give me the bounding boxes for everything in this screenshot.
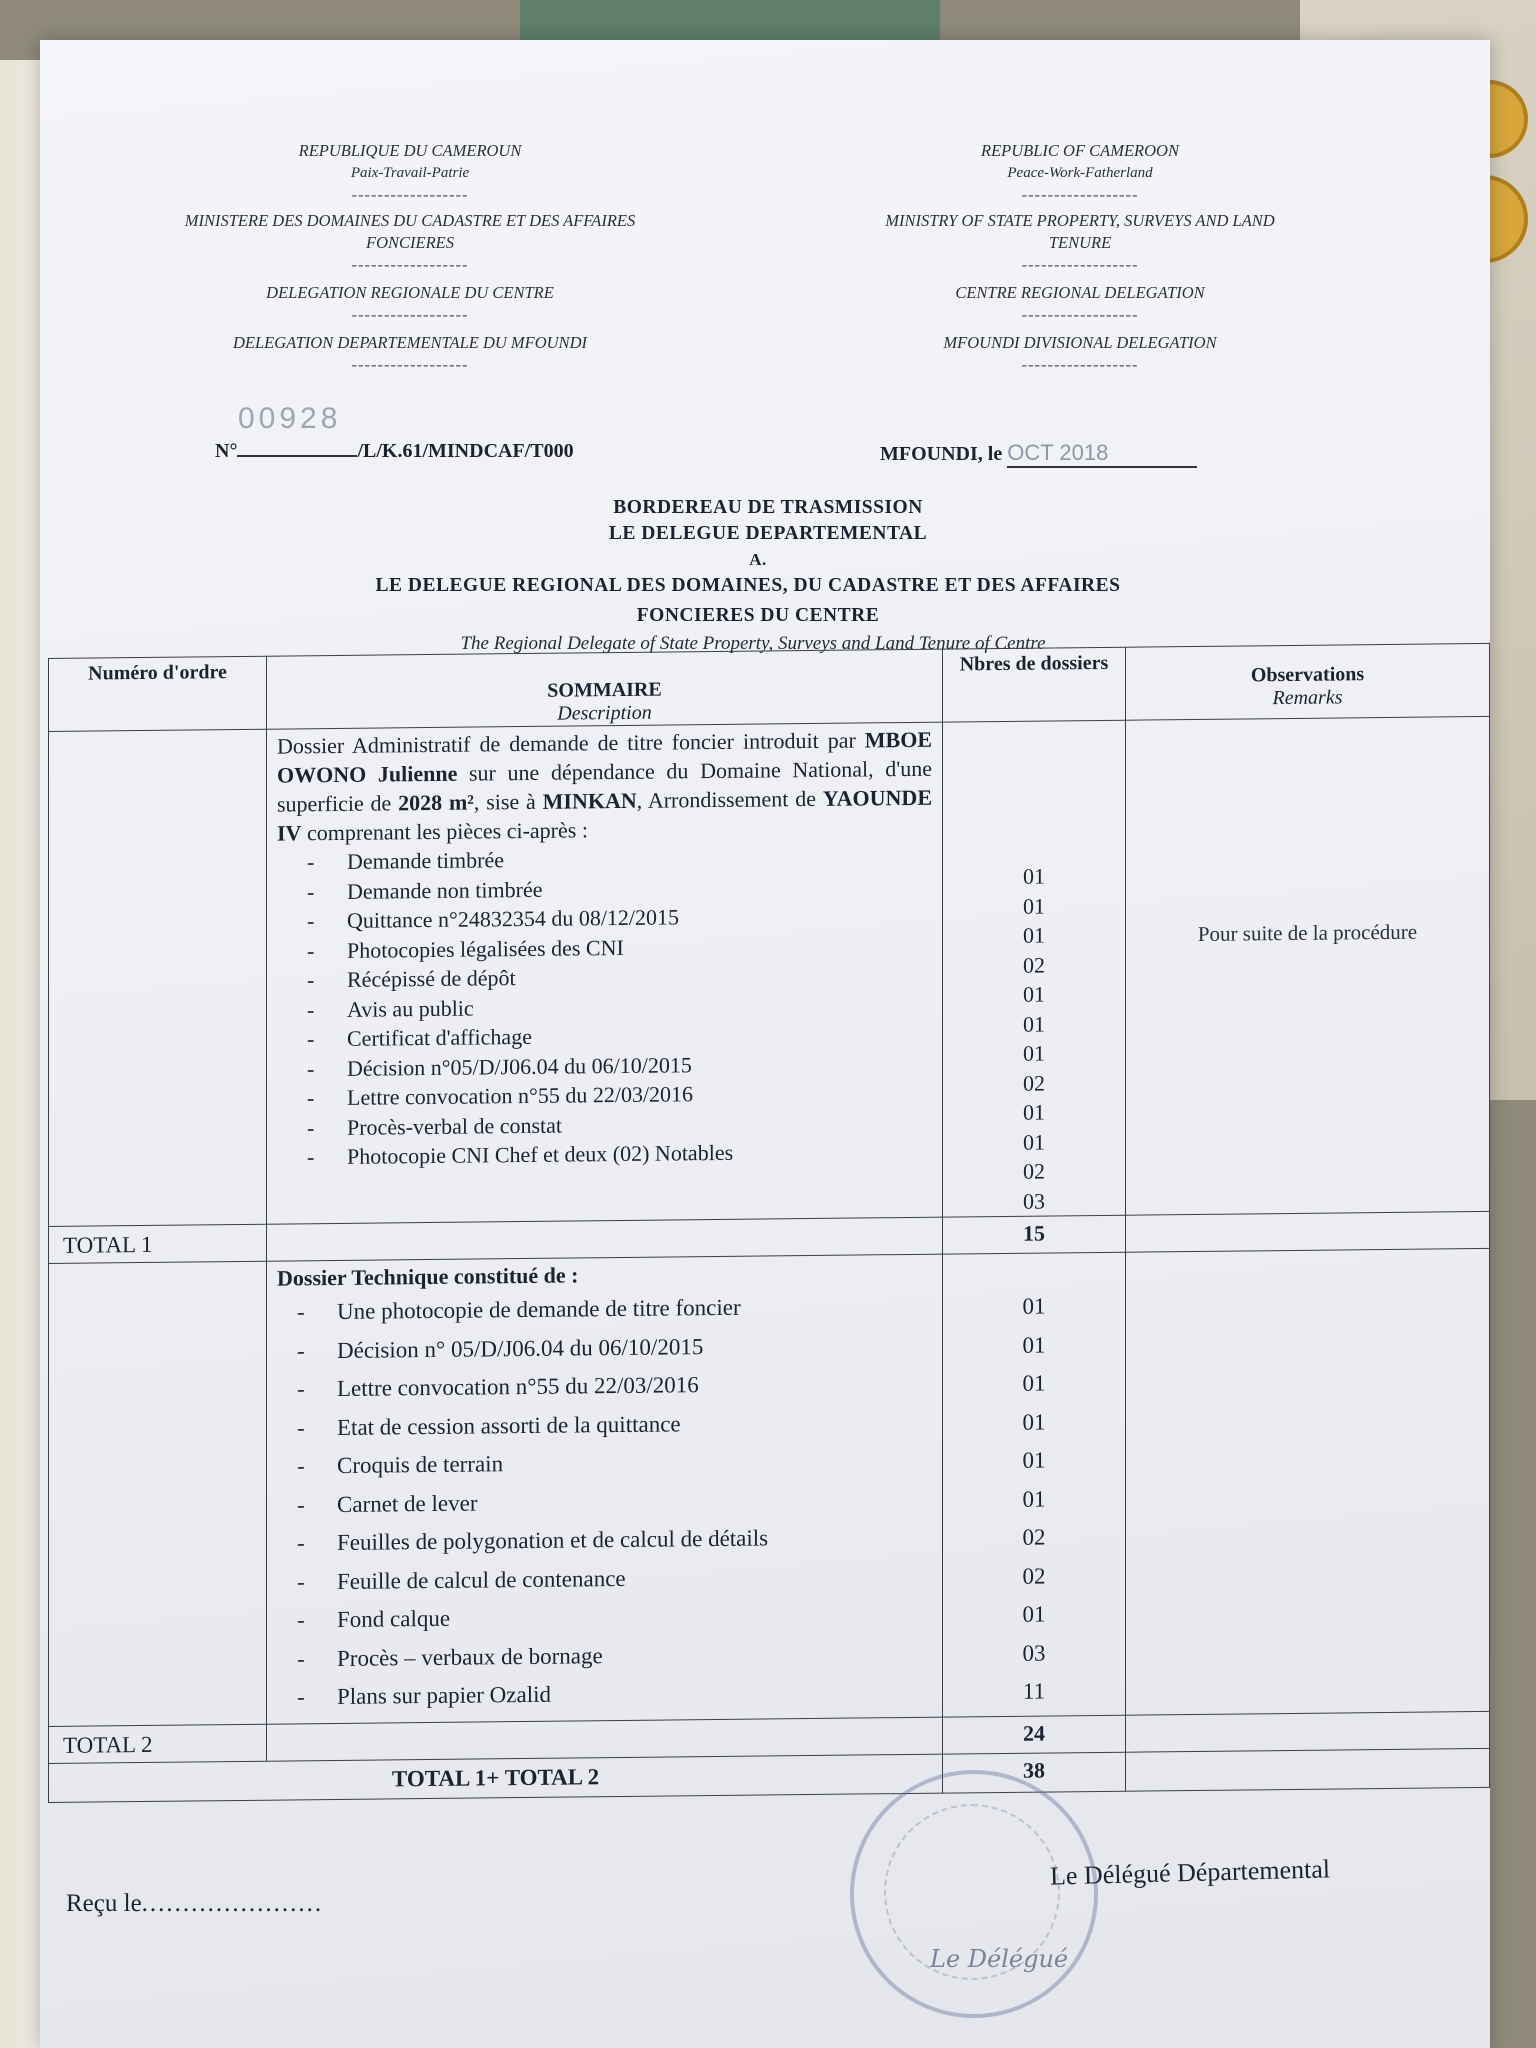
section-1-items	[267, 841, 942, 1179]
departmental-delegation-fr: DELEGATION DEPARTEMENTALE DU MFOUNDI	[233, 333, 587, 352]
count-header: Nbres de dossiers	[943, 647, 1126, 722]
heading-subtitle: The Regional Delegate of State Property, Surveys and Land Tenure of Centre	[460, 633, 1046, 654]
count-value: 11	[1022, 1678, 1046, 1704]
separator: ------------------	[351, 185, 469, 204]
reference-prefix: N°	[215, 440, 238, 462]
section-1-row	[49, 716, 1490, 1226]
list-item: - Photocopie CNI Chef et deux (02) Notables	[307, 1136, 942, 1172]
count-value: 01	[1023, 922, 1045, 948]
count-value: 02	[1023, 952, 1045, 978]
count-value: 01	[1022, 1293, 1046, 1319]
grand-total-obs	[1126, 1748, 1490, 1791]
heading-line-1: BORDEREAU DE TRASMISSION	[613, 497, 923, 518]
list-item: - Procès – verbaux de bornage	[297, 1633, 942, 1678]
handwritten-number: 00928	[238, 402, 342, 435]
received-dots: ......................	[141, 1890, 324, 1917]
divisional-delegation-en: MFOUNDI DIVISIONAL DELEGATION	[943, 333, 1217, 352]
separator: ------------------	[1021, 355, 1139, 374]
observation-cell: Pour suite de la procédure	[1126, 716, 1490, 1215]
intro-text: comprenant les pièces ci-après :	[301, 817, 588, 846]
section-2-obs	[1126, 1248, 1490, 1714]
received-line	[66, 1890, 323, 1918]
list-item: - Carnet de lever	[297, 1479, 942, 1524]
list-item: - Certificat d'affichage	[307, 1018, 942, 1054]
count-value: 01	[1023, 893, 1045, 919]
heading-line-5: FONCIERES DU CENTRE	[636, 605, 880, 626]
grand-total-value: 38	[943, 1752, 1126, 1793]
reference-suffix: /L/K.61/MINDCAF/T000	[357, 440, 574, 462]
signature: Le Délégué	[930, 1945, 1069, 1973]
intro-text: sur une dépendance du Domaine National, d'une superficie de	[277, 755, 932, 817]
list-item: - Photocopies légalisées des CNI	[307, 929, 942, 965]
count-value: 01	[1022, 1447, 1046, 1473]
separator: ------------------	[1021, 255, 1139, 274]
list-item: - Lettre convocation n°55 du 22/03/2016	[307, 1077, 942, 1113]
count-value: 03	[1022, 1640, 1046, 1666]
regional-delegation-fr: DELEGATION REGIONALE DU CENTRE	[266, 283, 554, 302]
list-item: - Récépissé de dépôt	[307, 959, 942, 995]
heading-line-4: LE DELEGUE REGIONAL DES DOMAINES, DU CADASTRE ET DES AFFAIRES	[375, 575, 1121, 596]
intro-text: , sise à	[473, 788, 543, 815]
applicant-name: MBOE OWONO Julienne	[277, 726, 932, 788]
received-label: Reçu le	[66, 1890, 142, 1917]
country-en: REPUBLIC OF CAMEROON	[981, 141, 1179, 160]
separator: ------------------	[1021, 185, 1139, 204]
count-value: 02	[1022, 1563, 1046, 1589]
signatory-title: Le Délégué Départemental	[1049, 1854, 1331, 1891]
district-name: YAOUNDE IV	[277, 784, 932, 846]
list-item: - Quittance n°24832354 du 08/12/2015	[307, 900, 942, 936]
total-2-value: 24	[943, 1715, 1126, 1754]
country-fr: REPUBLIQUE DU CAMEROUN	[298, 141, 522, 160]
intro-text: Dossier Administratif de demande de titre foncier introduit par	[277, 727, 865, 759]
summary-header	[267, 649, 943, 729]
count-value: 01	[1023, 1011, 1045, 1037]
observations-label: Observations	[1250, 663, 1365, 687]
count-value: 01	[1023, 1099, 1045, 1125]
land-area: 2028 m²	[398, 789, 474, 816]
count-value: 01	[1022, 1332, 1046, 1358]
separator: ------------------	[351, 355, 469, 374]
list-item: - Fond calque	[297, 1595, 942, 1640]
heading-line-2: LE DELEGUE DEPARTEMENTAL	[608, 523, 928, 544]
section-1-description	[267, 722, 943, 1224]
ministry-en: MINISTRY OF STATE PROPERTY, SURVEYS AND LAND TENURE	[885, 211, 1275, 252]
section-1-counts	[943, 720, 1126, 1217]
section-2-description	[267, 1254, 943, 1724]
count-value: 02	[1023, 1158, 1045, 1184]
list-item: - Plans sur papier Ozalid	[297, 1672, 942, 1717]
heading-line-3: A.	[749, 550, 767, 569]
transmission-table	[48, 643, 1490, 1803]
header-right	[880, 140, 1280, 376]
count-value: 02	[1022, 1524, 1046, 1550]
reference-blank	[237, 455, 357, 457]
count-value: 01	[1022, 1409, 1046, 1435]
section-2-heading: Dossier Technique constitué de :	[277, 1262, 579, 1291]
observations-header	[1126, 643, 1490, 720]
header-left	[150, 140, 670, 376]
order-cell	[49, 1261, 267, 1726]
count-value: 01	[1023, 1129, 1045, 1155]
list-item: - Décision n° 05/D/J06.04 du 06/10/2015	[297, 1325, 942, 1370]
list-item: - Procès-verbal de constat	[307, 1106, 942, 1142]
stamped-date: OCT 2018	[1007, 440, 1197, 468]
place-date-label: MFOUNDI, le	[880, 443, 1003, 465]
count-value: 01	[1022, 1370, 1046, 1396]
total-2-obs	[1126, 1711, 1490, 1752]
total-1-value: 15	[943, 1215, 1126, 1254]
list-item: - Avis au public	[307, 988, 942, 1024]
order-number-header: Numéro d'ordre	[49, 656, 267, 731]
reference-number	[215, 440, 574, 463]
green-book	[520, 0, 940, 40]
separator: ------------------	[351, 305, 469, 324]
section-1-intro	[267, 723, 942, 848]
list-item: - Feuille de calcul de contenance	[297, 1556, 942, 1601]
list-item: - Demande timbrée	[307, 841, 942, 877]
regional-delegation-en: CENTRE REGIONAL DELEGATION	[955, 283, 1205, 302]
observations-sub: Remarks	[1272, 686, 1343, 710]
land-place: MINKAN	[542, 787, 637, 814]
summary-label: SOMMAIRE	[547, 678, 662, 702]
intro-text: , Arrondissement de	[636, 785, 823, 813]
list-item: - Une photocopie de demande de titre foncier	[297, 1287, 942, 1332]
ministry-fr: MINISTERE DES DOMAINES DU CADASTRE ET DES AFFAIRES FONCIERES	[184, 211, 636, 252]
list-item: - Lettre convocation n°55 du 22/03/2016	[297, 1364, 942, 1409]
section-2-counts	[943, 1252, 1126, 1716]
total-1-label: TOTAL 1	[49, 1224, 267, 1263]
total-2-label: TOTAL 2	[49, 1724, 267, 1763]
section-2-row	[49, 1248, 1490, 1726]
grand-total-label: TOTAL 1+ TOTAL 2	[49, 1754, 943, 1802]
count-value: 01	[1023, 863, 1045, 889]
order-cell	[49, 729, 267, 1226]
count-value: 01	[1022, 1486, 1046, 1512]
official-stamp	[850, 1770, 1098, 2018]
count-value: 02	[1023, 1070, 1045, 1096]
place-date	[880, 440, 1197, 468]
separator: ------------------	[351, 255, 469, 274]
list-item: - Feuilles de polygonation et de calcul de détails	[297, 1518, 942, 1563]
count-value: 01	[1022, 1601, 1046, 1627]
list-item: - Décision n°05/D/J06.04 du 06/10/2015	[307, 1047, 942, 1083]
count-value: 03	[1023, 1188, 1045, 1214]
count-value: 01	[1023, 981, 1045, 1007]
list-item: - Croquis de terrain	[297, 1441, 942, 1486]
motto-fr: Paix-Travail-Patrie	[350, 165, 470, 181]
separator: ------------------	[1021, 305, 1139, 324]
list-item: - Demande non timbrée	[307, 870, 942, 906]
list-item: - Etat de cession assorti de la quittance	[297, 1402, 942, 1447]
summary-sub: Description	[557, 701, 652, 725]
total-1-obs	[1126, 1211, 1490, 1252]
motto-en: Peace-Work-Fatherland	[1007, 165, 1153, 181]
section-2-items	[267, 1287, 942, 1724]
count-value: 01	[1023, 1040, 1045, 1066]
